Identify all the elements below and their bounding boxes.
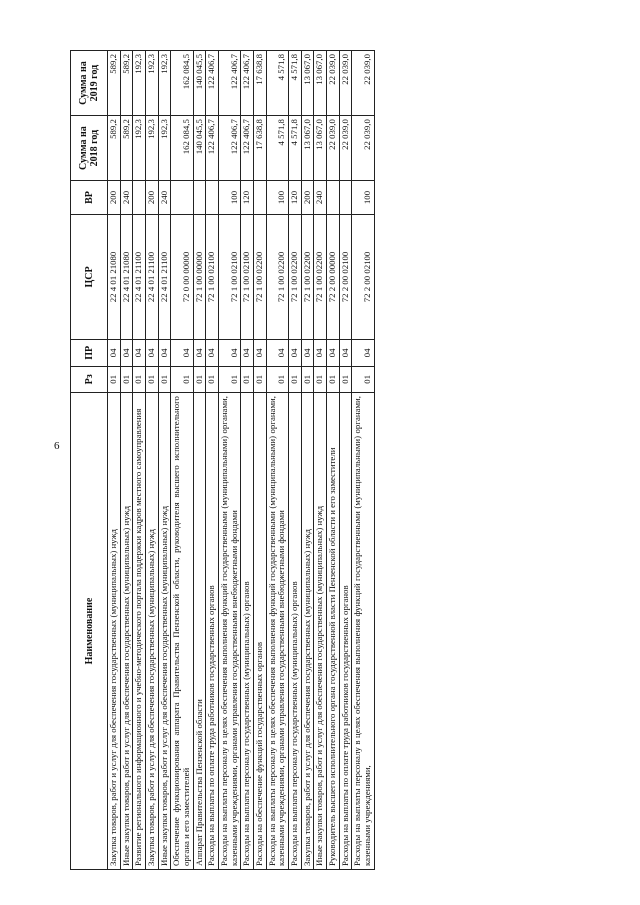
cell-pr: 04: [314, 340, 327, 366]
cell-vr: [206, 181, 219, 215]
cell-name: Расходы на выплаты персоналу государственных (муниципальных) органов: [241, 393, 254, 870]
cell-vr: [339, 181, 352, 215]
cell-sum-2018: 22 039,0: [339, 116, 352, 181]
cell-name: Расходы на выплаты персоналу в целях обеспечения выполнения функций государственными (муниципальными) органами, казенными учреждениями, органами управления государственными внебюджетными фондами: [219, 393, 241, 870]
table-row: [289, 51, 302, 870]
cell-vr: 200: [301, 181, 314, 215]
cell-sum-2018: 192,3: [158, 116, 171, 181]
cell-sum-2019: 22 039,0: [327, 51, 340, 116]
cell-csr: 72 1 00 02200: [301, 214, 314, 339]
cell-rz: 01: [327, 366, 340, 392]
table-row: [158, 51, 171, 870]
cell-csr: 72 2 00 02100: [352, 214, 374, 339]
cell-csr: 72 1 00 02200: [266, 214, 288, 339]
cell-sum-2019: 162 084,5: [171, 51, 193, 116]
cell-rz: 01: [314, 366, 327, 392]
cell-name: Расходы на выплаты по оплате труда работников государственных органов: [206, 393, 219, 870]
cell-rz: 01: [219, 366, 241, 392]
cell-sum-2019: 13 067,0: [314, 51, 327, 116]
cell-vr: 240: [314, 181, 327, 215]
cell-sum-2018: 13 067,0: [301, 116, 314, 181]
cell-name: Расходы на выплаты персоналу государственных (муниципальных) органов: [289, 393, 302, 870]
cell-pr: 04: [289, 340, 302, 366]
cell-sum-2019: 4 571,8: [289, 51, 302, 116]
cell-sum-2019: 192,3: [133, 51, 146, 116]
cell-name: Закупка товаров, работ и услуг для обеспечения государственных (муниципальных) нужд: [146, 393, 159, 870]
table-header-row: [71, 51, 108, 870]
cell-sum-2018: 4 571,8: [266, 116, 288, 181]
cell-pr: 04: [327, 340, 340, 366]
cell-csr: 72 1 00 00000: [193, 214, 206, 339]
cell-sum-2019: 4 571,8: [266, 51, 288, 116]
header-name: Наименование: [71, 393, 108, 870]
table-row: [133, 51, 146, 870]
cell-name: Иные закупки товаров, работ и услуг для обеспечения государственных (муниципальных) нужд: [120, 393, 133, 870]
cell-sum-2018: 192,3: [146, 116, 159, 181]
cell-sum-2018: 22 039,0: [327, 116, 340, 181]
table-row: [327, 51, 340, 870]
cell-sum-2018: 192,3: [133, 116, 146, 181]
table-row: [241, 51, 254, 870]
cell-vr: [171, 181, 193, 215]
table-row: [120, 51, 133, 870]
cell-pr: 04: [133, 340, 146, 366]
cell-sum-2018: 122 406,7: [206, 116, 219, 181]
header-sum-2018: Сумма на 2018 год: [71, 116, 108, 181]
cell-rz: 01: [206, 366, 219, 392]
cell-vr: 100: [219, 181, 241, 215]
cell-csr: 22 4 01 21100: [158, 214, 171, 339]
cell-sum-2019: 140 045,5: [193, 51, 206, 116]
cell-vr: 100: [266, 181, 288, 215]
cell-sum-2018: 122 406,7: [219, 116, 241, 181]
cell-csr: 22 4 01 21100: [133, 214, 146, 339]
cell-csr: 22 4 01 21080: [108, 214, 121, 339]
cell-csr: 72 1 00 02100: [219, 214, 241, 339]
cell-sum-2019: 122 406,7: [219, 51, 241, 116]
table-row: [314, 51, 327, 870]
cell-rz: 01: [193, 366, 206, 392]
cell-name: Закупка товаров, работ и услуг для обеспечения государственных (муниципальных) нужд: [301, 393, 314, 870]
cell-pr: 04: [206, 340, 219, 366]
cell-pr: 04: [219, 340, 241, 366]
cell-name: Иные закупки товаров, работ и услуг для обеспечения государственных (муниципальных) нужд: [314, 393, 327, 870]
cell-name: Расходы на обеспечение функций государственных органов: [254, 393, 267, 870]
cell-vr: 120: [241, 181, 254, 215]
cell-rz: 01: [120, 366, 133, 392]
cell-name: Руководитель высшего исполнительного органа государственной власти Пензенской области и его заместители: [327, 393, 340, 870]
cell-name: Расходы на выплаты персоналу в целях обеспечения выполнения функций государственными (муниципальными) органами, казенными учреждениями,: [352, 393, 374, 870]
cell-sum-2018: 589,2: [120, 116, 133, 181]
cell-sum-2019: 22 039,0: [352, 51, 374, 116]
cell-rz: 01: [158, 366, 171, 392]
cell-name: Аппарат Правительства Пензенской области: [193, 393, 206, 870]
cell-vr: 120: [289, 181, 302, 215]
cell-name: Закупка товаров, работ и услуг для обеспечения государственных (муниципальных) нужд: [108, 393, 121, 870]
table-row: [352, 51, 374, 870]
cell-sum-2018: 140 045,5: [193, 116, 206, 181]
cell-csr: 72 1 00 02200: [254, 214, 267, 339]
header-csr: ЦСР: [71, 214, 108, 339]
cell-vr: [193, 181, 206, 215]
cell-vr: 240: [158, 181, 171, 215]
cell-csr: 72 1 00 02100: [206, 214, 219, 339]
table-row: [219, 51, 241, 870]
cell-pr: 04: [171, 340, 193, 366]
cell-csr: 22 4 01 21100: [146, 214, 159, 339]
cell-vr: [133, 181, 146, 215]
cell-rz: 01: [339, 366, 352, 392]
table-row: [193, 51, 206, 870]
header-vr: ВР: [71, 181, 108, 215]
table-row: [206, 51, 219, 870]
cell-sum-2018: 22 039,0: [352, 116, 374, 181]
cell-name: Расходы на выплаты персоналу в целях обеспечения выполнения функций государственными (муниципальными) органами, казенными учреждениями, органами управления государственными внебюджетными фондами: [266, 393, 288, 870]
cell-rz: 01: [108, 366, 121, 392]
cell-sum-2019: 17 638,8: [254, 51, 267, 116]
cell-pr: 04: [301, 340, 314, 366]
cell-sum-2018: 13 067,0: [314, 116, 327, 181]
cell-sum-2019: 13 067,0: [301, 51, 314, 116]
cell-name: Расходы на выплаты по оплате труда работников государственных органов: [339, 393, 352, 870]
table-row: [301, 51, 314, 870]
page-number: 6: [54, 440, 60, 452]
cell-pr: 04: [339, 340, 352, 366]
cell-pr: 04: [146, 340, 159, 366]
cell-vr: 100: [352, 181, 374, 215]
cell-sum-2019: 122 406,7: [206, 51, 219, 116]
cell-vr: 200: [146, 181, 159, 215]
cell-name: Иные закупки товаров, работ и услуг для обеспечения государственных (муниципальных) нужд: [158, 393, 171, 870]
table-row: [108, 51, 121, 870]
header-rz: Рз: [71, 366, 108, 392]
cell-pr: 04: [120, 340, 133, 366]
cell-rz: 01: [241, 366, 254, 392]
cell-sum-2019: 192,3: [146, 51, 159, 116]
table-row: [171, 51, 193, 870]
cell-rz: 01: [171, 366, 193, 392]
cell-sum-2018: 4 571,8: [289, 116, 302, 181]
cell-rz: 01: [352, 366, 374, 392]
cell-sum-2019: 192,3: [158, 51, 171, 116]
cell-sum-2018: 162 084,5: [171, 116, 193, 181]
cell-sum-2018: 122 406,7: [241, 116, 254, 181]
cell-rz: 01: [266, 366, 288, 392]
table-row: [266, 51, 288, 870]
cell-name: Развитие регионального информационного и учебно-методического портала поддержки кадров местного самоуправления: [133, 393, 146, 870]
header-sum-2019: Сумма на 2019 год: [71, 51, 108, 116]
cell-csr: 72 1 00 02100: [241, 214, 254, 339]
cell-pr: 04: [266, 340, 288, 366]
cell-sum-2019: 589,2: [120, 51, 133, 116]
cell-sum-2019: 122 406,7: [241, 51, 254, 116]
cell-sum-2019: 22 039,0: [339, 51, 352, 116]
cell-rz: 01: [254, 366, 267, 392]
cell-rz: 01: [133, 366, 146, 392]
cell-rz: 01: [146, 366, 159, 392]
cell-vr: 200: [108, 181, 121, 215]
cell-sum-2019: 589,2: [108, 51, 121, 116]
cell-pr: 04: [241, 340, 254, 366]
budget-table: [70, 50, 375, 870]
table-row: [339, 51, 352, 870]
cell-name: Обеспечение функционирования аппарата Правительства Пензенской области, руководителя высшего исполнительного органа и его заместителей: [171, 393, 193, 870]
cell-vr: [254, 181, 267, 215]
cell-csr: 22 4 01 21080: [120, 214, 133, 339]
cell-pr: 04: [108, 340, 121, 366]
cell-rz: 01: [289, 366, 302, 392]
cell-csr: 72 2 00 00000: [327, 214, 340, 339]
cell-sum-2018: 589,2: [108, 116, 121, 181]
cell-csr: 72 1 00 02200: [289, 214, 302, 339]
header-pr: ПР: [71, 340, 108, 366]
cell-pr: 04: [352, 340, 374, 366]
cell-csr: 72 0 00 00000: [171, 214, 193, 339]
rotated-budget-table-sheet: [70, 50, 605, 870]
cell-rz: 01: [301, 366, 314, 392]
table-row: [254, 51, 267, 870]
cell-csr: 72 2 00 02100: [339, 214, 352, 339]
table-row: [146, 51, 159, 870]
cell-pr: 04: [158, 340, 171, 366]
cell-pr: 04: [254, 340, 267, 366]
cell-pr: 04: [193, 340, 206, 366]
cell-vr: 240: [120, 181, 133, 215]
cell-vr: [327, 181, 340, 215]
cell-csr: 72 1 00 02200: [314, 214, 327, 339]
cell-sum-2018: 17 638,8: [254, 116, 267, 181]
table-body: [108, 51, 375, 870]
